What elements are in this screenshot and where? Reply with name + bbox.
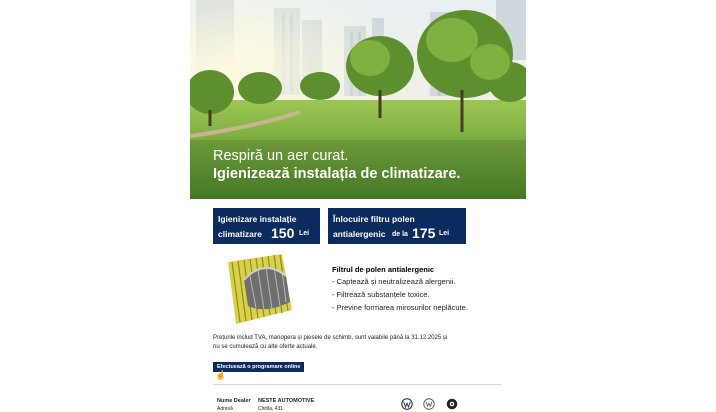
offer-title-line1: Înlocuire filtru polen [333, 214, 415, 224]
offer-title-line2: climatizare [218, 229, 262, 239]
dealer-name-value: NESTE AUTOMOTIVE [258, 398, 315, 404]
offer-price-prefix: de la [392, 231, 408, 238]
pollen-filter-image [220, 252, 298, 326]
skoda-logo-icon [445, 398, 459, 410]
vw-logo-icon [399, 398, 415, 410]
features-title: Filtrul de polen antialergenic [332, 265, 435, 274]
feature-item: - Captează și neutralizează alergenii. [332, 277, 456, 286]
hero-headline: Respiră un aer curat. [213, 148, 349, 164]
vw-commercial-logo-icon [422, 398, 436, 410]
hero-banner [190, 0, 526, 199]
divider [213, 384, 501, 385]
feature-item: - Previne formarea mirosurilor neplăcute. [332, 303, 468, 312]
offer-price: 150 [271, 225, 295, 241]
hero-subheadline: Igienizează instalația de climatizare. [213, 166, 461, 182]
newsletter-card [190, 0, 526, 410]
price-disclaimer [213, 334, 473, 352]
book-online-button[interactable]: Efectuează o programare online [213, 362, 304, 372]
offer-currency: Lei [299, 230, 310, 237]
offer-title-line1: Igienizare instalație [218, 214, 297, 224]
disclaimer-line1: Prețurile includ TVA, manopera și piesele de schimb, sunt valabile până la 31.12.2025 și [213, 335, 448, 341]
offer-currency: Lei [439, 230, 450, 237]
dealer-address-value: Chitila, 431 [258, 406, 284, 412]
hand-pointer-icon: ☝ [215, 370, 227, 380]
offer-price: 175 [412, 225, 436, 241]
offer-box-pollen-filter [328, 208, 466, 244]
dealer-address-label: Adresă [217, 406, 233, 412]
dealer-name-label: Nume Dealer [217, 398, 251, 404]
feature-item: - Filtrează substanțele toxice. [332, 290, 430, 299]
offer-box-ac-cleaning [213, 208, 320, 244]
disclaimer-line2: nu se cumulează cu alte oferte actuale. [213, 344, 318, 350]
offer-title-line2: antialergenic [333, 229, 386, 239]
